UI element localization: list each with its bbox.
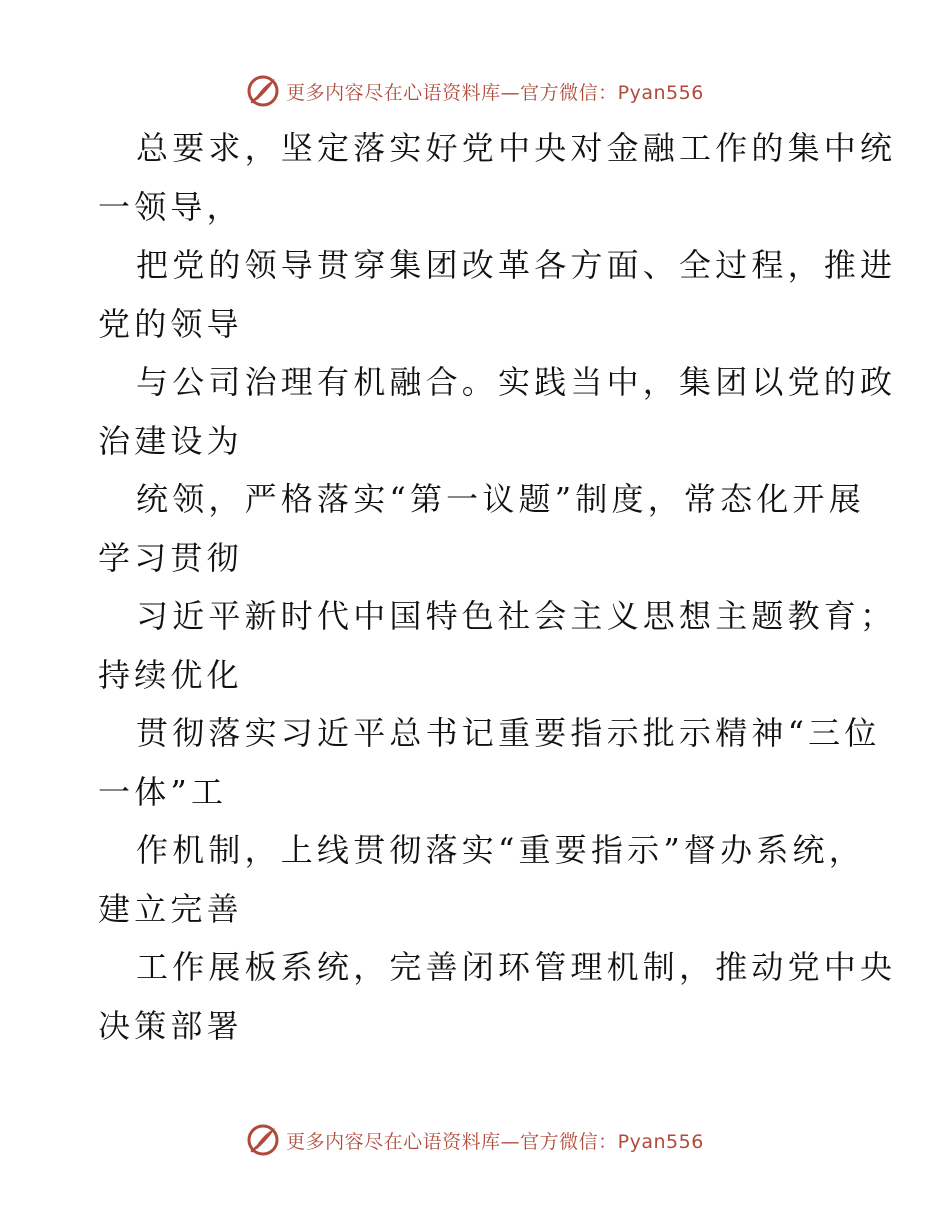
- document-body: [98, 119, 897, 1055]
- body-line: 持续优化: [98, 655, 243, 694]
- footer-watermark-text: 更多内容尽在心语资料库—官方微信：Pyan556: [286, 1130, 704, 1153]
- body-line: 总要求，坚定落实好党中央对金融工作的集中统: [136, 129, 897, 167]
- body-line: 建立完善: [98, 889, 243, 928]
- body-line: 与公司治理有机融合。实践当中，集团以党的政: [136, 363, 897, 401]
- quill-logo-icon: [246, 74, 280, 108]
- body-line: 贯彻落实习近平总书记重要指示批示精神“三位: [136, 714, 881, 752]
- body-line: 把党的领导贯穿集团改革各方面、全过程，推进: [136, 246, 897, 284]
- quill-logo-icon: [246, 1123, 280, 1157]
- body-line: 决策部署: [98, 1006, 243, 1045]
- footer-watermark: [0, 1120, 950, 1160]
- body-line: 学习贯彻: [98, 538, 243, 577]
- header-watermark-text: 更多内容尽在心语资料库—官方微信：Pyan556: [286, 81, 704, 104]
- body-line: 治建设为: [98, 421, 243, 460]
- body-line: 作机制，上线贯彻落实“重要指示”督办系统，: [136, 831, 865, 869]
- body-line: 习近平新时代中国特色社会主义思想主题教育；: [136, 597, 897, 635]
- body-line: 一领导，: [98, 187, 243, 226]
- header-watermark: [0, 71, 950, 111]
- body-line: 党的领导: [98, 304, 243, 343]
- body-line: 一体”工: [98, 772, 228, 811]
- body-line: 工作展板系统，完善闭环管理机制，推动党中央: [136, 948, 897, 986]
- body-line: 统领，严格落实“第一议题”制度，常态化开展: [136, 480, 865, 518]
